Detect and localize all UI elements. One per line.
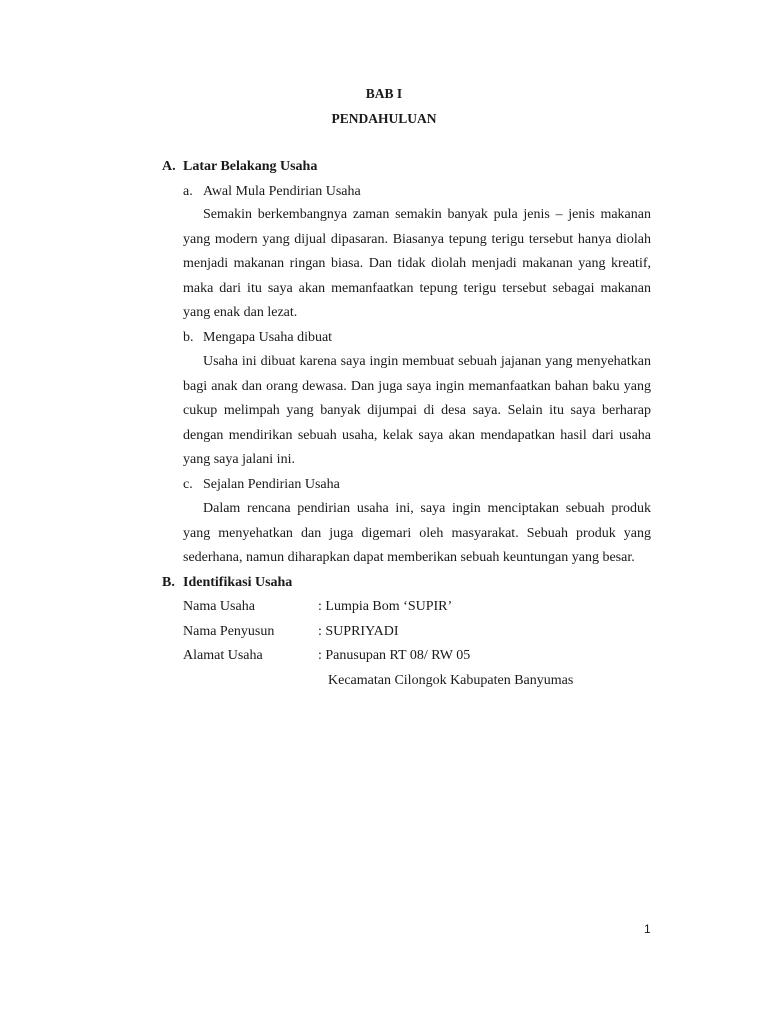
section-b-number: B. [162,575,175,590]
subsection-b-heading [183,330,332,346]
identity-label: Alamat Usaha [183,648,263,663]
subsection-c-heading [183,477,340,493]
chapter-title: PENDAHULUAN [331,111,437,126]
subsection-b-paragraph: Usaha ini dibuat karena saya ingin membuat sebuah jajanan yang menyehatkan bagi anak dan orang dewasa. Dan juga saya ingin memanfaatkan bahan baku yang cukup melimpah yang banyak dijumpai di desa saya. Selain itu saya berharap dengan mendirikan sebuah usaha, kelak saya akan mendapatkan hasil dari usaha yang saya jalani ini. [183,354,651,467]
page-number: 1 [644,922,651,936]
subsection-a-title: Awal Mula Pendirian Usaha [203,184,361,199]
section-a-number: A. [162,159,176,174]
subsection-a-heading [183,184,361,200]
identity-label: Nama Usaha [183,599,255,614]
subsection-a-paragraph: Semakin berkembangnya zaman semakin banyak pula jenis – jenis makanan yang modern yang dijual dipasaran. Biasanya tepung terigu tersebut hanya diolah menjadi makanan ringan biasa. Dan tidak diolah menjadi makanan yang kreatif, maka dari itu saya akan memanfaatkan tepung terigu tersebut sebagai makanan yang enak dan lezat. [183,207,651,320]
subsection-b-letter: b. [183,330,194,345]
subsection-c-paragraph: Dalam rencana pendirian usaha ini, saya ingin menciptakan sebuah produk yang menyehatkan dan juga digemari oleh masyarakat. Sebuah produk yang sederhana, namun diharapkan dapat memberikan sebuah keuntungan yang besar. [183,501,651,565]
identity-value: : SUPRIYADI [318,624,399,639]
subsection-a-letter: a. [183,184,193,199]
subsection-b-title: Mengapa Usaha dibuat [203,330,333,345]
identity-value: : Lumpia Bom ‘SUPIR’ [318,599,453,614]
section-b-title: Identifikasi Usaha [183,575,293,590]
chapter-label: BAB I [365,86,403,101]
section-a-title: Latar Belakang Usaha [183,159,318,174]
subsection-c-letter: c. [183,477,193,492]
section-b-heading [162,575,292,591]
identity-value: : Panusupan RT 08/ RW 05 [318,648,471,663]
subsection-c-title: Sejalan Pendirian Usaha [203,477,340,492]
address-continuation: Kecamatan Cilongok Kabupaten Banyumas [328,673,574,688]
identity-label: Nama Penyusun [183,624,275,639]
section-a-heading [162,159,317,175]
